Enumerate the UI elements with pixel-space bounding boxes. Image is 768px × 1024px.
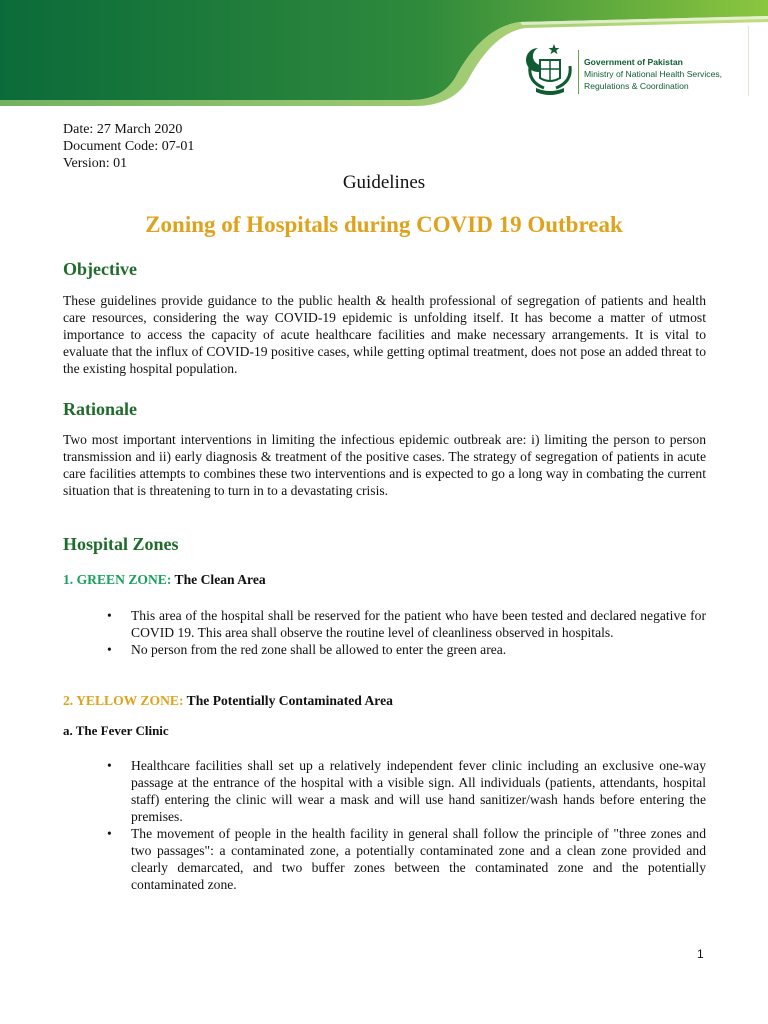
green-zone-heading [63,572,266,588]
objective-text: These guidelines provide guidance to the public health & health professional of segregation of patients and health care resources, considering the way COVID-19 epidemic is unfolding itself. It has become a matter of utmost importance to access the capacity of acute healthcare facilities and make necessary arrangements. It is vital to evaluate that the influx of COVID-19 positive cases, while getting optimal treatment, does not pose an added threat to the existing hospital population. [63,293,706,376]
bullet-icon: • [107,642,112,657]
document-title: Zoning of Hospitals during COVID 19 Outbreak [145,212,623,237]
list-item-text: No person from the red zone shall be allowed to enter the green area. [131,642,507,657]
list-item [107,641,706,658]
bullet-icon: • [107,826,112,841]
org-line-3: Regulations & Coordination [584,81,689,91]
org-line-2: Ministry of National Health Services, [584,69,723,79]
header-divider [578,50,579,94]
meta-code: Document Code: 07-01 [63,139,195,154]
rationale-text: Two most important interventions in limiting the infectious epidemic outbreak are: i) limiting the person to person transmission and ii) early diagnosis & treatment of the positive cases. The strategy of segregation of patients in acute care facilities attempts to combines these two interventions and is expected to go a long way in combating the current situation that is threatening to turn in to a devastating crisis. [63,432,706,498]
green-zone-title: The Clean Area [174,572,266,587]
rationale-heading: Rationale [63,399,137,419]
document-kind: Guidelines [342,172,426,193]
header-rule [748,26,749,96]
list-item-text: The movement of people in the health facility in general shall follow the principle of "three zones and two passages": a contaminated zone, a potentially contaminated zone and a clean zone provided and clearly demarcated, and two buffer zones between the contaminated zone and the potentially contaminated zone. [131,826,706,892]
org-line-1: Government of Pakistan [584,57,683,67]
meta-date: Date: 27 March 2020 [63,122,183,137]
list-item [107,757,706,825]
objective-heading: Objective [63,259,137,279]
bullet-icon: • [107,608,112,623]
yellow-zone-list [107,757,706,893]
green-zone-label: 1. GREEN ZONE: [63,572,172,587]
list-item-text: Healthcare facilities shall set up a relatively independent fever clinic including an exclusive one-way passage at the entrance of the hospital with a visible sign. All individuals (patients, attendants, hospital staff) entering the clinic will wear a mask and will use hand sanitizer/wash hands before entering the premises. [131,758,706,824]
fever-clinic-heading: a. The Fever Clinic [63,723,169,738]
list-item-text: This area of the hospital shall be reserved for the patient who have been tested and declared negative for COVID 19. This area shall observe the routine level of cleanliness observed in hospitals. [131,608,706,640]
yellow-zone-heading [63,693,393,709]
yellow-zone-label: 2. YELLOW ZONE: [63,693,184,708]
page-number: 1 [697,947,704,961]
list-item [107,825,706,893]
document-meta [63,121,194,172]
ministry-block [584,56,722,92]
state-emblem-icon [524,38,576,96]
yellow-zone-title: The Potentially Contaminated Area [186,693,393,708]
list-item [107,607,706,641]
header-banner [0,0,768,110]
hospital-zones-heading: Hospital Zones [63,534,179,554]
bullet-icon: • [107,758,112,773]
green-zone-list [107,607,706,658]
meta-version: Version: 01 [63,156,128,171]
